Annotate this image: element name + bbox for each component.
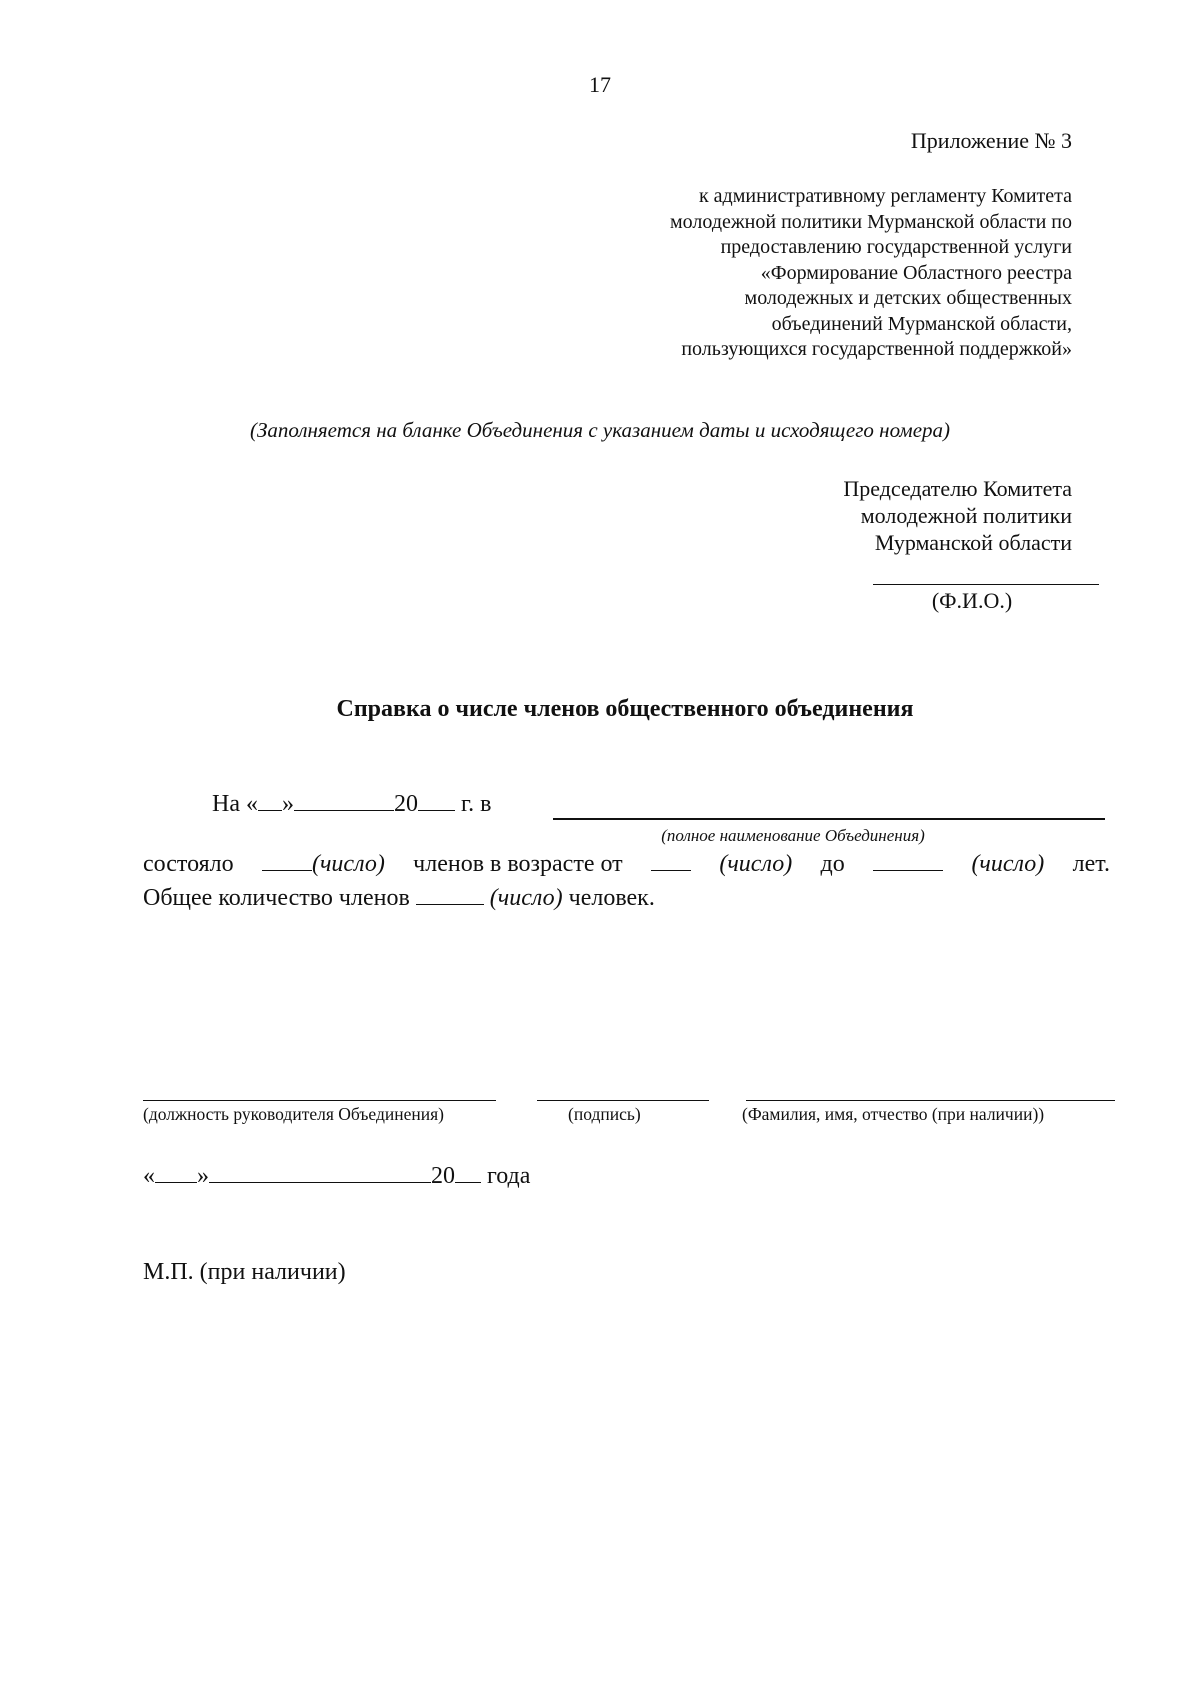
sign-month-blank[interactable]: [209, 1164, 431, 1183]
open-quote: «: [143, 1163, 155, 1189]
addressee-block: [843, 475, 1072, 556]
sign-year-blank[interactable]: [455, 1164, 481, 1183]
regulation-reference: [652, 184, 1072, 363]
total-count-blank[interactable]: [416, 886, 484, 905]
signing-date-row: [143, 1163, 530, 1190]
age-from-blank[interactable]: [651, 852, 691, 871]
position-caption: (должность руководителя Объединения): [143, 1104, 444, 1124]
year-prefix: 20: [431, 1163, 455, 1189]
full-name-caption: (Фамилия, имя, отчество (при наличии)): [742, 1104, 1045, 1124]
association-name-caption: (полное наименование Объединения): [661, 826, 925, 845]
appendix-title: Приложение № 3: [910, 128, 1072, 153]
fio-caption: (Ф.И.О.): [931, 588, 1013, 613]
total-members-row: [143, 885, 655, 912]
year-prefix: 20: [393, 791, 418, 817]
goda-label: года: [481, 1163, 531, 1189]
addressee-line: Председателю Комитета: [843, 476, 1072, 501]
g-v-label: г. в: [454, 791, 492, 817]
regulation-line: молодежных и детских общественных: [744, 287, 1072, 309]
chislo-hint: (число): [971, 851, 1045, 877]
close-quote: »: [197, 1163, 209, 1189]
stamp-place: М.П. (при наличии): [143, 1259, 346, 1285]
sign-day-blank[interactable]: [155, 1164, 197, 1183]
regulation-line: предоставлению государственной услуги: [720, 236, 1072, 258]
members-age-row: [143, 851, 1110, 878]
regulation-line: к административному регламенту Комитета: [698, 185, 1072, 207]
sostoyalo-label: состояло: [143, 851, 234, 877]
regulation-line: молодежной политики Мурманской области по: [670, 210, 1072, 233]
fill-instruction: (Заполняется на бланке Объединения с указанием даты и исходящего номера): [249, 418, 951, 442]
document-title: Справка о числе членов общественного объединения: [336, 696, 914, 722]
chislo-hint: (число): [311, 851, 385, 877]
quote-close: »: [281, 791, 294, 817]
year-blank[interactable]: [418, 792, 455, 811]
association-name-blank[interactable]: [553, 818, 1105, 820]
page-number: 17: [589, 72, 611, 97]
regulation-line: «Формирование Областного реестра: [760, 261, 1072, 284]
age-to-blank[interactable]: [873, 852, 943, 871]
signature-blank[interactable]: [537, 1100, 709, 1101]
chislo-hint: (число): [719, 851, 793, 877]
signature-caption: (подпись): [568, 1104, 641, 1124]
addressee-fio-blank[interactable]: [873, 584, 1099, 585]
addressee-line: молодежной политики: [860, 503, 1072, 528]
let-label: лет.: [1072, 851, 1110, 877]
day-blank[interactable]: [258, 792, 282, 811]
date-and-name-row: [212, 791, 491, 818]
regulation-line: объединений Мурманской области,: [771, 312, 1072, 335]
do-label: до: [820, 851, 845, 877]
position-blank[interactable]: [143, 1100, 496, 1101]
members-count-blank[interactable]: [262, 852, 312, 871]
chislo-hint: (число): [489, 885, 563, 911]
addressee-line: Мурманской области: [874, 530, 1072, 555]
regulation-line: пользующихся государственной поддержкой»: [681, 338, 1072, 360]
chlenov-label: членов в возрасте от: [413, 851, 623, 877]
total-label: Общее количество членов: [143, 885, 410, 911]
members-count-group: [262, 851, 385, 878]
full-name-blank[interactable]: [746, 1100, 1115, 1101]
month-blank[interactable]: [294, 792, 394, 811]
chelovek-label: человек.: [568, 885, 655, 911]
na-label: На «: [212, 791, 258, 817]
